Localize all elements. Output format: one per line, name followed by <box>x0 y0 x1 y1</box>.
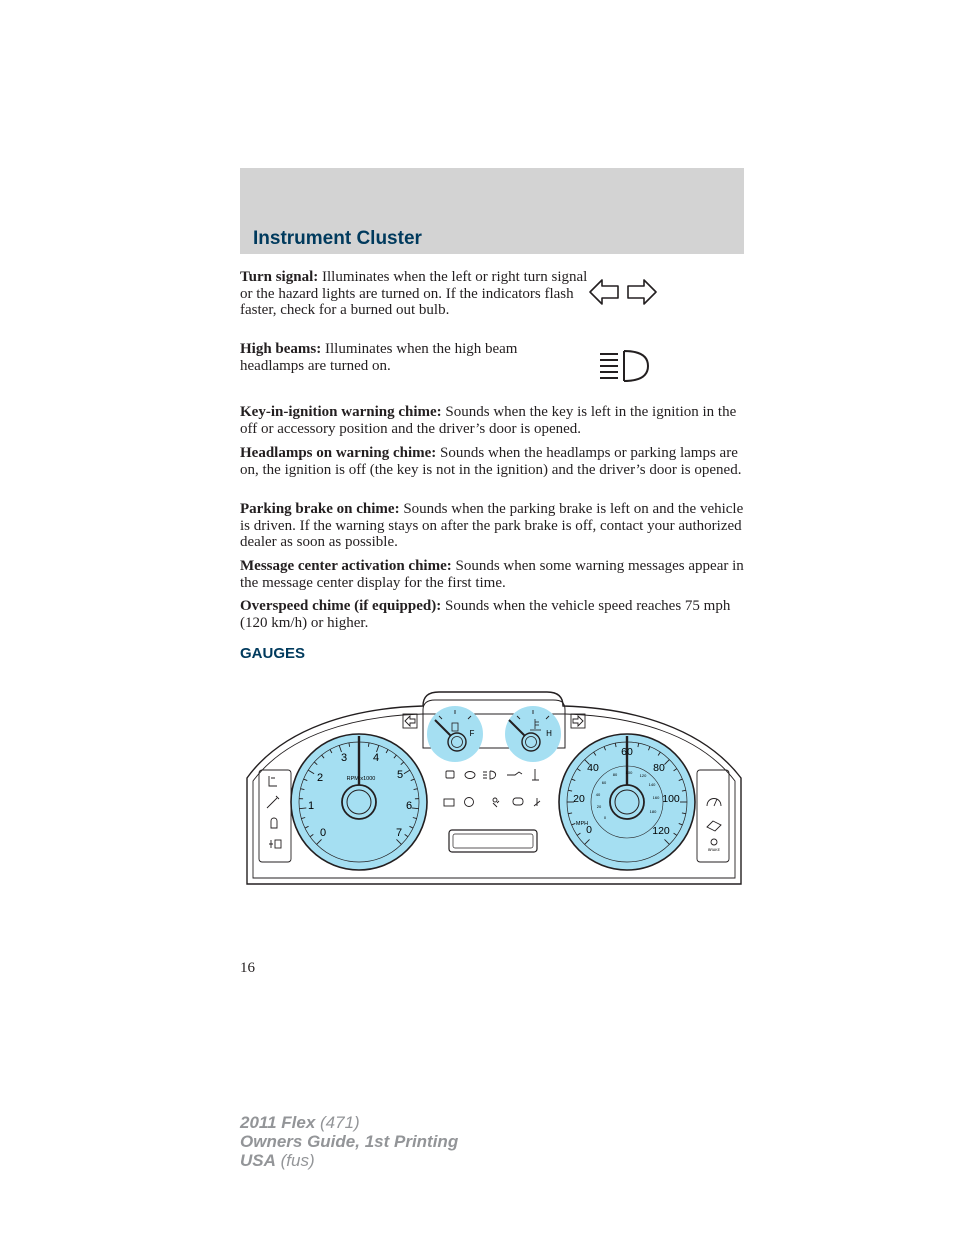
speed-inner-60: 60 <box>601 780 607 785</box>
speed-number-100: 100 <box>662 793 680 805</box>
footer-guide-line <box>240 1132 458 1151</box>
speed-number-20: 20 <box>573 793 585 805</box>
footer-model-code: (471) <box>315 1113 360 1132</box>
tach-number-7: 7 <box>395 827 403 839</box>
section-title: Instrument Cluster <box>253 228 422 249</box>
high-beams-text: Illuminates when the high beam headlamps are turned on. <box>240 341 518 374</box>
overspeed-chime-term: Overspeed chime (if equipped): <box>240 598 442 614</box>
speed-number-120: 120 <box>652 825 670 837</box>
tach-label: RPM x1000 <box>346 776 376 782</box>
speed-inner-180: 180 <box>649 809 657 814</box>
turn-signal-arrows-icon <box>588 277 658 307</box>
message-center-chime-paragraph <box>240 558 744 591</box>
gauges-heading: GAUGES <box>240 645 306 662</box>
temperature-hot-label: H <box>546 729 552 738</box>
parking-brake-chime-paragraph <box>240 501 744 551</box>
tach-number-3: 3 <box>340 752 348 764</box>
header-band <box>240 168 744 254</box>
turn-signal-paragraph <box>240 269 600 319</box>
high-beams-term: High beams: <box>240 341 322 357</box>
high-beams-paragraph <box>240 341 570 374</box>
speed-number-60: 60 <box>621 746 633 758</box>
message-center-chime-text: Sounds when some warning messages appear in the message center display for the first time. <box>240 558 744 591</box>
overspeed-chime-paragraph <box>240 598 744 631</box>
footer-market: USA <box>240 1151 276 1170</box>
tach-number-6: 6 <box>405 800 413 812</box>
footer-market-code: (fus) <box>275 1151 315 1170</box>
overspeed-chime-text: Sounds when the vehicle speed reaches 75 mph (120 km/h) or higher. <box>240 598 731 631</box>
key-chime-paragraph <box>240 404 744 437</box>
footer-model: 2011 Flex <box>240 1113 316 1132</box>
fuel-full-label: F <box>469 729 475 738</box>
tach-number-2: 2 <box>316 772 324 784</box>
speed-inner-100: 100 <box>625 770 633 775</box>
headlamps-chime-term: Headlamps on warning chime: <box>240 445 437 461</box>
turn-signal-term: Turn signal: <box>240 269 319 285</box>
parking-brake-chime-term: Parking brake on chime: <box>240 501 400 517</box>
tach-number-4: 4 <box>372 752 380 764</box>
message-center-chime-term: Message center activation chime: <box>240 558 452 574</box>
speed-number-0: 0 <box>586 824 592 836</box>
tach-number-0: 0 <box>319 827 327 839</box>
headlamps-chime-paragraph <box>240 445 744 478</box>
speed-inner-160: 160 <box>652 795 660 800</box>
speed-inner-120: 120 <box>639 773 647 778</box>
speed-inner-40: 40 <box>595 792 601 797</box>
speed-inner-0: 0 <box>603 815 607 820</box>
speed-inner-80: 80 <box>612 772 618 777</box>
turn-signal-text: Illuminates when the left or right turn signal or the hazard lights are turned on. If the indicators flash faster, check for a burned out bulb. <box>240 269 588 318</box>
footer-market-line <box>240 1151 458 1170</box>
speed-number-80: 80 <box>653 762 665 774</box>
high-beam-icon <box>598 349 650 383</box>
tach-number-5: 5 <box>396 769 404 781</box>
tach-number-1: 1 <box>307 800 315 812</box>
parking-brake-chime-text: Sounds when the parking brake is left on and the vehicle is driven. If the warning stays on after the park brake is off, contact your authorized dealer as soon as possible. <box>240 501 744 550</box>
key-chime-term: Key-in-ignition warning chime: <box>240 404 442 420</box>
footer <box>240 1113 458 1170</box>
page-number: 16 <box>240 960 255 976</box>
speed-number-40: 40 <box>587 762 599 774</box>
footer-guide: Owners Guide, 1st Printing <box>240 1132 459 1151</box>
headlamps-chime-text: Sounds when the headlamps or parking lamps are on, the ignition is off (the key is not in the ignition) and the driver’s door is opened. <box>240 445 742 478</box>
key-chime-text: Sounds when the key is left in the ignition in the off or accessory position and the driver’s door is opened. <box>240 404 737 437</box>
instrument-cluster-illustration <box>243 688 745 888</box>
brake-label: BRAKE <box>708 848 720 852</box>
speed-label: MPH <box>575 821 589 827</box>
speed-inner-140: 140 <box>648 782 656 787</box>
footer-model-line <box>240 1113 458 1132</box>
speed-inner-20: 20 <box>596 804 602 809</box>
